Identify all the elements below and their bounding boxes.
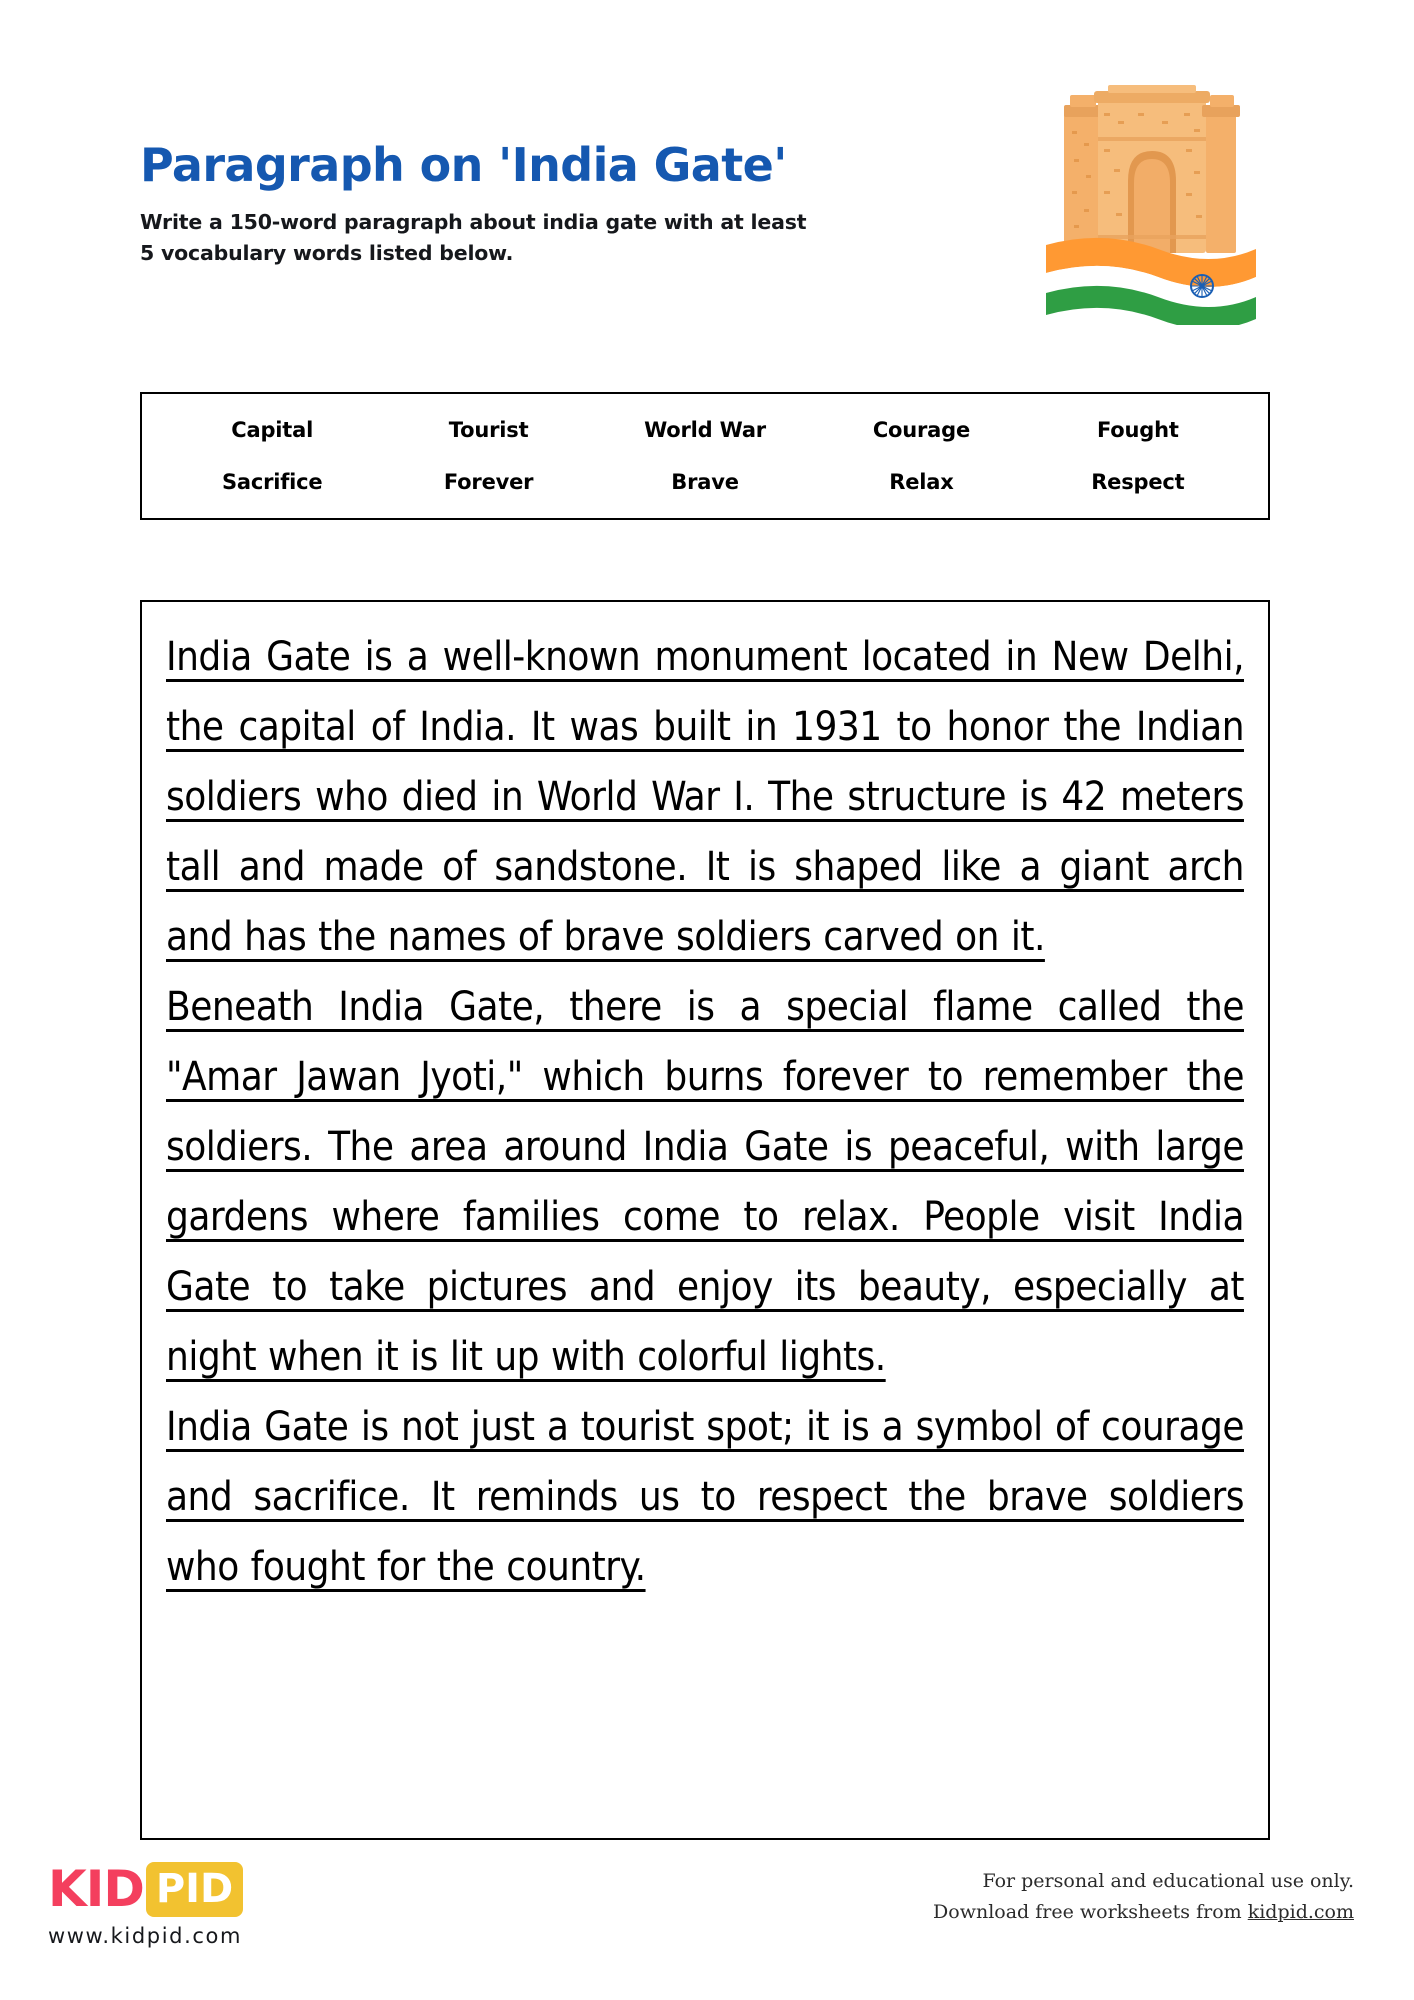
footer-usage-note: For personal and educational use only. [982, 1870, 1354, 1892]
brand-kid-text: KID [48, 1860, 144, 1918]
page-title: Paragraph on 'India Gate' [140, 138, 787, 192]
india-gate-svg [1034, 85, 1264, 325]
vocabulary-word: Capital [231, 418, 314, 442]
vocabulary-word: World War [644, 418, 766, 442]
ashoka-chakra-icon [1191, 275, 1213, 297]
instruction-line-2: 5 vocabulary words listed below. [140, 241, 514, 266]
vocabulary-word: Courage [872, 418, 971, 442]
vocabulary-word: Brave [671, 470, 739, 494]
vocabulary-word: Respect [1091, 470, 1185, 494]
vocabulary-row-1 [164, 418, 1246, 442]
vocabulary-word: Fought [1096, 418, 1179, 442]
instructions-block [140, 207, 940, 271]
kidpid-brand[interactable] [48, 1862, 243, 1948]
instruction-line-1: Write a 150-word paragraph about india gate with at least [140, 209, 807, 234]
answer-paragraph-1: India Gate is a well-known monument located in New Delhi, the capital of India. It was built in 1931 to honor the Indian soldiers who died in World War I. The structure is 42 meters tall and made of sandstone. It is shaped like a giant arch and has the names of brave soldiers carved on it. [166, 634, 1244, 960]
footer-download-prefix: Download free worksheets from [933, 1901, 1248, 1924]
vocabulary-box [140, 392, 1270, 520]
vocabulary-word: Sacrifice [221, 470, 323, 494]
kidpid-logo[interactable] [48, 1862, 243, 1916]
india-gate-illustration [1034, 85, 1264, 325]
vocabulary-word: Relax [889, 470, 954, 494]
worksheet-header [140, 140, 940, 270]
footer-kidpid-link[interactable]: kidpid.com [1247, 1901, 1354, 1924]
vocabulary-word: Forever [443, 470, 534, 494]
footer-download-note [933, 1897, 1354, 1928]
vocabulary-row-2 [164, 470, 1246, 494]
brand-pid-text: PID [146, 1862, 243, 1917]
page-footer [0, 1840, 1414, 2000]
answer-paragraph-2: Beneath India Gate, there is a special flame called the "Amar Jawan Jyoti," which burns forever to remember the soldiers. The area around India Gate is peaceful, with large gardens where families come to relax. People visit India Gate to take pictures and enjoy its beauty, especially at night when it is lit up with colorful lights. [166, 984, 1244, 1380]
brand-website-url[interactable]: www.kidpid.com [48, 1924, 243, 1948]
answer-box[interactable] [140, 600, 1270, 1840]
vocabulary-word: Tourist [448, 418, 529, 442]
footer-notes [933, 1866, 1354, 1929]
answer-paragraph-3: India Gate is not just a tourist spot; it is a symbol of courage and sacrifice. It reminds us to respect the brave soldiers who fought for the country. [166, 1404, 1244, 1590]
